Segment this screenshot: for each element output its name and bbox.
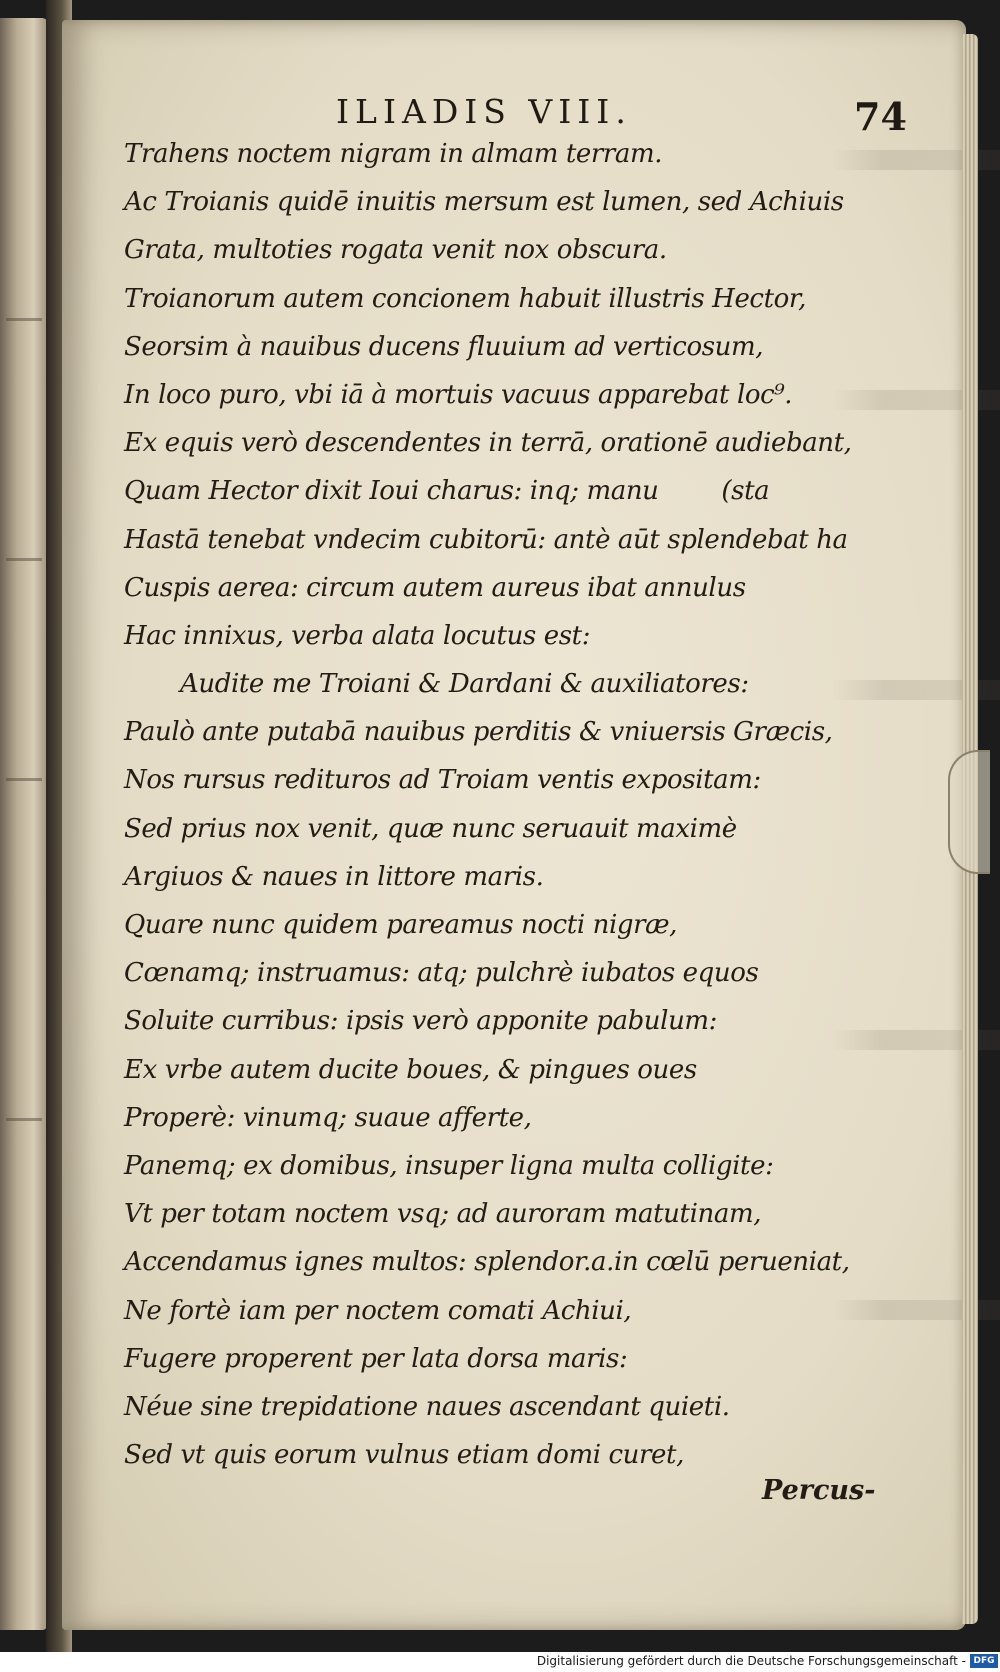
verse-line: Audite me Troiani & Dardani & auxiliatores: bbox=[180, 669, 749, 700]
verse-line: Soluite curribus: ipsis verò apponite pabulum: bbox=[124, 1006, 718, 1037]
verse-line: Properè: vinumq; suaue afferte, bbox=[124, 1102, 532, 1133]
verse-line: Grata, multoties rogata venit nox obscura. bbox=[124, 235, 667, 266]
verse-line: In loco puro, vbi iā à mortuis vacuus apparebat loc⁹. bbox=[124, 379, 793, 410]
footer-bar bbox=[0, 1652, 1000, 1672]
verse-line: Paulò ante putabā nauibus perditis & vniuersis Græcis, bbox=[124, 717, 833, 748]
verse-line: Néue sine trepidatione naues ascendant quieti. bbox=[124, 1391, 730, 1422]
verse-line: Seorsim à nauibus ducens fluuium ad verticosum, bbox=[124, 331, 764, 362]
facing-page-ink bbox=[6, 558, 42, 561]
verse-line: Hac innixus, verba alata locutus est: bbox=[124, 620, 591, 651]
verse-line: Sed vt quis eorum vulnus etiam domi curet, bbox=[124, 1440, 684, 1471]
funding-credit: Digitalisierung gefördert durch die Deutsche Forschungsgemeinschaft - bbox=[536, 1654, 966, 1668]
page-number: 74 bbox=[854, 94, 907, 139]
verse-line: Argiuos & naues in littore maris. bbox=[124, 861, 544, 892]
verse-line: Accendamus ignes multos: splendor.a.in cœlū perueniat, bbox=[124, 1247, 850, 1278]
verse-line: Sed prius nox venit, quæ nunc seruauit maximè bbox=[124, 813, 737, 844]
verse-line: Nos rursus redituros ad Troiam ventis expositam: bbox=[124, 765, 761, 796]
verse-line: Fugere properent per lata dorsa maris: bbox=[124, 1343, 628, 1374]
verse-line: Cœnamq; instruamus: atq; pulchrè iubatos equos bbox=[124, 958, 759, 989]
verse-line: Ac Troianis quidē inuitis mersum est lumen, sed Achiuis bbox=[124, 187, 844, 218]
verse-line: Vt per totam noctem vsq; ad auroram matutinam, bbox=[124, 1199, 762, 1230]
dfg-logo: DFG bbox=[970, 1654, 998, 1668]
facing-page-ink bbox=[6, 318, 42, 321]
verse-line: Hastā tenebat vndecim cubitorū: antè aūt splendebat ha bbox=[124, 524, 848, 555]
facing-page-ink bbox=[6, 778, 42, 781]
verse-line: Trahens noctem nigram in almam terram. bbox=[124, 139, 663, 169]
verse-line: Ex equis verò descendentes in terrā, orationē audiebant, bbox=[124, 428, 852, 459]
running-head: ILIADIS VIII. bbox=[336, 92, 632, 131]
verse-line: Ex vrbe autem ducite boues, & pingues oues bbox=[124, 1054, 697, 1085]
verse-line: Ne fortè iam per noctem comati Achiui, bbox=[124, 1295, 632, 1326]
clasp-strap bbox=[948, 750, 990, 874]
verse-line: Troianorum autem concionem habuit illustris Hector, bbox=[124, 283, 806, 314]
verse-line: Panemq; ex domibus, insuper ligna multa colligite: bbox=[124, 1150, 774, 1181]
facing-page-ink bbox=[6, 1118, 42, 1121]
verse-line: Quam Hector dixit Ioui charus: inq; manu (sta bbox=[124, 476, 770, 507]
verse-text bbox=[124, 130, 854, 1479]
catchword: Percus- bbox=[762, 1475, 876, 1506]
verse-line: Quare nunc quidem pareamus nocti nigræ, bbox=[124, 910, 678, 940]
verse-line: Cuspis aerea: circum autem aureus ibat annulus bbox=[124, 572, 746, 603]
page-leaf bbox=[62, 20, 966, 1630]
facing-page-edge bbox=[0, 18, 48, 1630]
